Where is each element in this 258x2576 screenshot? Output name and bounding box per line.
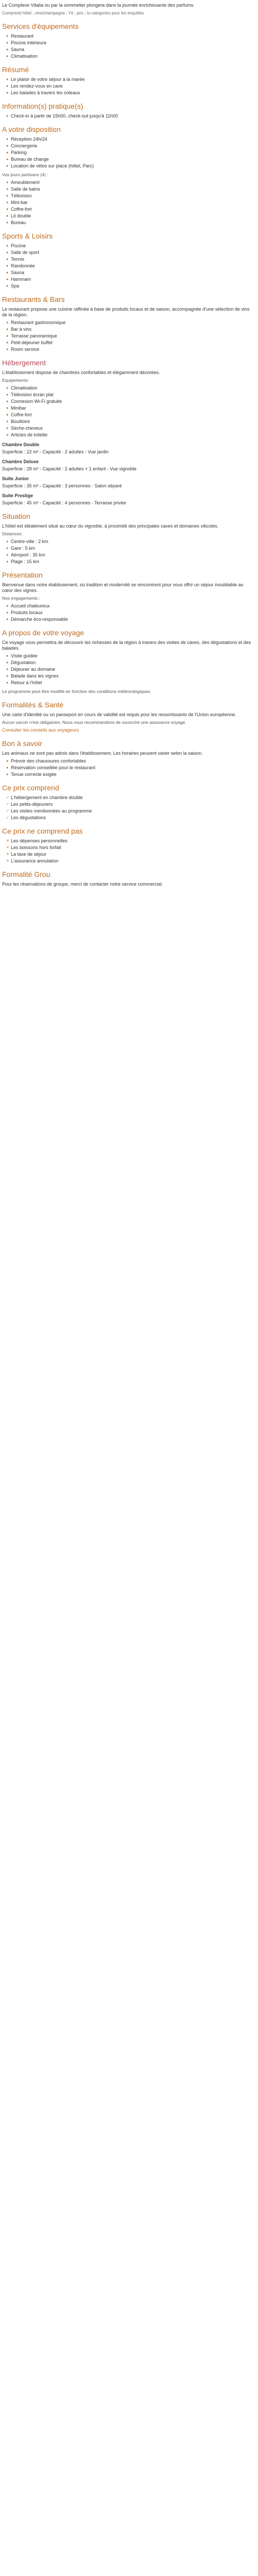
list-item-label: Climatisation [11, 385, 38, 391]
list-item [6, 200, 255, 206]
bullet-icon: ● [6, 221, 9, 225]
comprend-pas-list [2, 838, 255, 864]
accompagnement-list [2, 180, 255, 226]
list-item-label: Hammam [11, 277, 31, 282]
list-item [6, 667, 255, 672]
room-block [2, 459, 255, 472]
list-item [6, 47, 255, 53]
list-item-label: Accueil chaleureux [11, 603, 50, 608]
list-item [6, 412, 255, 418]
list-item-label: Démarche éco-responsable [11, 617, 68, 622]
page [0, 0, 258, 887]
list-item [6, 257, 255, 262]
bon-a-savoir-text: Les animaux ne sont pas admis dans l'établissement. Les horaires peuvent varier selon la saison. [2, 751, 203, 756]
list-item [6, 243, 255, 249]
bullet-icon: ● [6, 400, 9, 403]
hebergement-subtitle: Equipements: [2, 378, 29, 383]
bullet-icon: ● [6, 560, 9, 564]
bullet-icon: ● [6, 604, 9, 608]
list-item [6, 392, 255, 398]
list-item [6, 405, 255, 411]
list-item [6, 187, 255, 192]
section-title-hebergement: Hébergement [2, 359, 46, 367]
bullet-icon: ● [6, 138, 9, 141]
bullet-icon: ● [6, 78, 9, 81]
bullet-icon: ● [6, 151, 9, 155]
bullet-icon: ● [6, 547, 9, 550]
list-item [6, 845, 255, 851]
list-item-label: Sauna [11, 270, 25, 275]
bullet-icon: ● [6, 553, 9, 557]
list-item [6, 539, 255, 545]
hebergement-text: L'établissement dispose de chambres confortables et élégamment décorées. [2, 370, 160, 375]
bullet-icon: ● [6, 91, 9, 95]
section-title-presentation: Présentation [2, 571, 43, 579]
list-item [6, 802, 255, 807]
section-title-information: Information(s) pratique(s) [2, 102, 84, 110]
list-item-label: Location de vélos sur place (hôtel, Parc) [11, 163, 94, 168]
bullet-icon: ● [6, 661, 9, 665]
list-item-label: Prévoir des chaussures confortables [11, 758, 86, 764]
bullet-icon: ● [6, 84, 9, 88]
list-item-label: Réservation conseillée pour le restaurant [11, 765, 95, 770]
list-item-label: Bureau de change [11, 157, 49, 162]
services-list [2, 33, 255, 59]
list-item [6, 157, 255, 162]
list-item [6, 795, 255, 801]
bullet-icon: ● [6, 386, 9, 390]
list-item [6, 419, 255, 425]
list-item-label: Aéroport : 35 km [11, 552, 45, 557]
bullet-icon: ● [6, 766, 9, 770]
bullet-icon: ● [6, 278, 9, 281]
presentation-text: Bienvenue dans notre établissement, où tradition et modernité se rencontrent pour vous offrir un séjour inoubliable au cœur des vignes. [2, 582, 244, 593]
bullet-icon: ● [6, 144, 9, 148]
list-item-label: Mini-bar [11, 200, 28, 205]
check-icon: ✓ [6, 809, 9, 813]
list-item-label: Les petits-déjeuners [11, 802, 53, 807]
bullet-icon: ● [6, 181, 9, 184]
list-item-label: Produits locaux [11, 610, 43, 615]
room-description: Superficie : 28 m² - Capacité : 2 adultes + 1 enfant - Vue vignoble [2, 466, 137, 471]
section-title-comprend-pas: Ce prix ne comprend pas [2, 827, 83, 835]
list-item [6, 838, 255, 844]
situation-text: L'hôtel est idéalement situé au cœur du vignoble, à proximité des principales caves et domaines viticoles. [2, 523, 219, 529]
list-item [6, 40, 255, 46]
list-item-label: Visite guidée [11, 653, 38, 658]
acces-list [2, 137, 255, 169]
list-item-label: Petit-déjeuner buffet [11, 340, 53, 345]
list-item-label: Plage : 15 km [11, 559, 40, 564]
list-item [6, 263, 255, 269]
list-item [6, 180, 255, 185]
room-name: Chambre Deluxe [2, 459, 39, 464]
bullet-icon: ● [6, 540, 9, 544]
list-item-label: Les boissons hors forfait [11, 845, 61, 850]
bullet-icon: ● [6, 244, 9, 248]
list-item [6, 660, 255, 666]
list-item-label: Bouilloire [11, 419, 30, 424]
bullet-icon: ● [6, 201, 9, 205]
list-item-label: Déjeuner au domaine [11, 667, 56, 672]
list-item [6, 277, 255, 282]
restaurants-text: Le restaurant propose une cuisine raffinée à base de produits locaux et de saison, accompagnée d'une sélection de vins de la région. [2, 307, 250, 317]
cross-icon: ✕ [6, 853, 9, 856]
distances-list [2, 539, 255, 565]
list-item [6, 852, 255, 857]
room-name: Suite Prestige [2, 493, 34, 498]
list-item-label: Réception 24h/24 [11, 137, 47, 142]
presentation-list [2, 603, 255, 622]
list-item [6, 758, 255, 764]
list-item [6, 327, 255, 332]
list-item-label: Restaurant [11, 33, 34, 39]
bullet-icon: ● [6, 759, 9, 763]
list-item-label: Randonnée [11, 263, 35, 268]
bullet-icon: ● [6, 194, 9, 198]
list-item-label: Restaurant gastronomique [11, 320, 66, 325]
bullet-icon: ● [6, 618, 9, 621]
list-item [6, 137, 255, 142]
list-item-label: Spa [11, 283, 20, 289]
room-block [2, 493, 255, 506]
list-item-label: Les dépenses personnelles [11, 838, 68, 843]
list-item-label: Bureau [11, 220, 26, 225]
hebergement-list [2, 385, 255, 438]
restaurants-list [2, 320, 255, 352]
list-item [6, 858, 255, 864]
bullet-icon: ● [6, 413, 9, 417]
bullet-icon: ● [6, 35, 9, 38]
list-item [6, 546, 255, 551]
list-item-label: Les balades à travers les coteaux [11, 90, 80, 95]
section-title-restaurants: Restaurants & Bars [2, 295, 65, 303]
bullet-icon: ● [6, 611, 9, 615]
list-item [6, 673, 255, 679]
section-title-services: Services d'équipements [2, 22, 79, 30]
list-item [6, 250, 255, 256]
room-name: Suite Junior [2, 476, 29, 481]
list-item [6, 399, 255, 404]
list-item-label: Les dégustations [11, 815, 46, 820]
section-title-sports: Sports & Loisirs [2, 232, 53, 240]
bullet-icon: ● [6, 164, 9, 168]
list-item-label: Ameublement [11, 180, 40, 185]
list-item [6, 610, 255, 616]
room-block [2, 442, 255, 455]
list-item-label: Minibar [11, 405, 26, 411]
room-description: Superficie : 22 m² - Capacité : 2 adultes - Vue jardin [2, 449, 109, 454]
information-list [2, 113, 255, 119]
room-description: Superficie : 45 m² - Capacité : 4 personnes - Terrasse privée [2, 500, 126, 505]
list-item-label: La taxe de séjour [11, 852, 47, 857]
list-item-label: Tenue correcte exigée [11, 772, 57, 777]
cross-icon: ✕ [6, 846, 9, 850]
list-item [6, 559, 255, 565]
bullet-icon: ● [6, 334, 9, 338]
bullet-icon: ● [6, 208, 9, 211]
presentation-subtitle: Nos engagements : [2, 596, 40, 601]
check-icon: ✓ [6, 796, 9, 800]
list-item [6, 270, 255, 276]
list-item-label: Centre-ville : 2 km [11, 539, 49, 544]
list-item-label: Coffre-fort [11, 412, 32, 417]
bullet-icon: ● [6, 48, 9, 52]
bullet-icon: ● [6, 328, 9, 331]
list-item [6, 385, 255, 391]
section-title-acces: A votre disposition [2, 125, 61, 133]
bullet-icon: ● [6, 406, 9, 410]
sports-list [2, 243, 255, 289]
bullet-icon: ● [6, 258, 9, 261]
bullet-icon: ● [6, 668, 9, 671]
list-item [6, 426, 255, 431]
list-item-label: Salle de bains [11, 187, 40, 192]
list-item [6, 340, 255, 346]
list-item [6, 808, 255, 814]
bullet-icon: ● [6, 55, 9, 58]
list-item-label: Piscine [11, 243, 26, 248]
list-item [6, 617, 255, 622]
list-item [6, 33, 255, 39]
list-item-label: Tennis [11, 257, 25, 262]
list-item-label: Bar à vins [11, 327, 32, 332]
resume-list [2, 77, 255, 96]
list-item [6, 680, 255, 686]
list-item-label: Les rendez-vous en cave [11, 83, 63, 89]
room-name: Chambre Double [2, 442, 40, 447]
section-title-formalites: Formalités & Santé [2, 701, 64, 709]
list-item [6, 653, 255, 659]
list-item [6, 603, 255, 609]
list-item-label: Articles de toilette [11, 432, 48, 437]
bullet-icon: ● [6, 251, 9, 255]
bullet-icon: ● [6, 114, 9, 118]
section-title-bon-a-savoir: Bon à savoir [2, 739, 42, 748]
list-item-label: L'hébergement en chambre double [11, 795, 83, 800]
conseils-link[interactable]: Consulter les conseils aux voyageurs [2, 727, 79, 733]
list-item [6, 207, 255, 212]
cross-icon: ✕ [6, 859, 9, 863]
list-item [6, 193, 255, 199]
section-title-comprend: Ce prix comprend [2, 784, 59, 792]
formalites-text: Une carte d'identité ou un passeport en cours de validité est requis pour les ressortissants de l'Union européenne. [2, 712, 236, 717]
list-item [6, 333, 255, 339]
comprend-list [2, 795, 255, 821]
list-item-label: Dégustation [11, 660, 36, 665]
bullet-icon: ● [6, 427, 9, 430]
bullet-icon: ● [6, 321, 9, 325]
bullet-icon: ● [6, 188, 9, 191]
list-item-label: Connexion Wi-Fi gratuite [11, 399, 62, 404]
list-item-label: Parking [11, 150, 27, 155]
list-item [6, 765, 255, 771]
list-item [6, 163, 255, 169]
bullet-icon: ● [6, 420, 9, 423]
list-item [6, 552, 255, 558]
bullet-icon: ● [6, 271, 9, 275]
list-item-label: L'assurance annulation [11, 858, 59, 863]
bullet-icon: ● [6, 674, 9, 678]
list-item [6, 772, 255, 777]
list-item-label: Terrasse panoramique [11, 333, 57, 338]
list-item [6, 83, 255, 89]
propos-text: Ce voyage vous permettra de découvrir les richesses de la région à travers des visites de caves, des dégustations et des balades. [2, 640, 251, 651]
bullet-icon: ● [6, 393, 9, 397]
list-item-label: Lit double [11, 213, 31, 218]
bullet-icon: ● [6, 284, 9, 288]
bullet-icon: ● [6, 681, 9, 685]
list-item-label: Les visites mentionnées au programme [11, 808, 92, 814]
intro-subtext: Comprend hôtel ; vins/champagne ; Yé ; prix ; to categories pour les enquilles. [2, 11, 145, 15]
list-item [6, 150, 255, 156]
formalite-groupe-text: Pour les réservations de groupe, merci de contacter notre service commercial. [2, 882, 163, 887]
bon-a-savoir-list [2, 758, 255, 777]
section-title-resume: Résumé [2, 65, 29, 74]
bullet-icon: ● [6, 654, 9, 658]
list-item-label: Sauna [11, 47, 25, 52]
list-item [6, 347, 255, 352]
bullet-icon: ● [6, 341, 9, 345]
intro-text: Le Complexe Vitalia ou par la sommelier plongera dans la journée enrichissante des parfums. [2, 3, 195, 8]
bullet-icon: ● [6, 433, 9, 437]
list-item [6, 77, 255, 82]
list-item [6, 320, 255, 326]
distances-title: Distances: [2, 531, 23, 536]
hours-note: Vos jours partisans (4) : [2, 172, 49, 177]
list-item-label: Balade dans les vignes [11, 673, 59, 679]
list-item-label: Coffre-fort [11, 207, 32, 212]
bullet-icon: ● [6, 348, 9, 351]
list-item [6, 143, 255, 149]
list-item-label: Télévision écran plat [11, 392, 54, 397]
formalites-note: Aucun vaccin n'est obligatoire. Nous vous recommandons de souscrire une assurance voyage. [2, 720, 186, 725]
propos-note: Le programme peut être modifié en fonction des conditions météorologiques. [2, 689, 152, 694]
section-title-situation: Situation [2, 512, 30, 520]
list-item-label: Télévision [11, 193, 32, 198]
bullet-icon: ● [6, 264, 9, 268]
list-item-label: Piscine intérieure [11, 40, 47, 45]
list-item [6, 213, 255, 219]
list-item [6, 283, 255, 289]
list-item-label: Room service [11, 347, 40, 352]
list-item-label: Retour à l'hôtel [11, 680, 42, 685]
list-item [6, 220, 255, 226]
bullet-icon: ● [6, 41, 9, 45]
list-item-label: Gare : 5 km [11, 546, 36, 551]
bullet-icon: ● [6, 214, 9, 218]
list-item-label: Check-in à partir de 15h00, check-out jusqu'à 11h00 [11, 113, 118, 118]
list-item-label: Sèche-cheveux [11, 426, 43, 431]
room-block [2, 476, 255, 489]
propos-list [2, 653, 255, 686]
list-item-label: Climatisation [11, 54, 38, 59]
section-title-formalite-groupe: Formalité Grou [2, 870, 51, 878]
check-icon: ✓ [6, 816, 9, 820]
room-description: Superficie : 35 m² - Capacité : 3 personnes - Salon séparé [2, 483, 122, 488]
list-item [6, 113, 255, 119]
list-item-label: Salle de sport [11, 250, 40, 255]
list-item-label: Le plaisir de votre séjour à la marée [11, 77, 85, 82]
section-title-propos: A propos de votre voyage [2, 629, 84, 637]
cross-icon: ✕ [6, 839, 9, 843]
list-item [6, 432, 255, 438]
list-item [6, 90, 255, 96]
bullet-icon: ● [6, 158, 9, 161]
check-icon: ✓ [6, 803, 9, 806]
list-item [6, 54, 255, 59]
bullet-icon: ● [6, 773, 9, 776]
list-item [6, 815, 255, 821]
list-item-label: Conciergerie [11, 143, 38, 148]
